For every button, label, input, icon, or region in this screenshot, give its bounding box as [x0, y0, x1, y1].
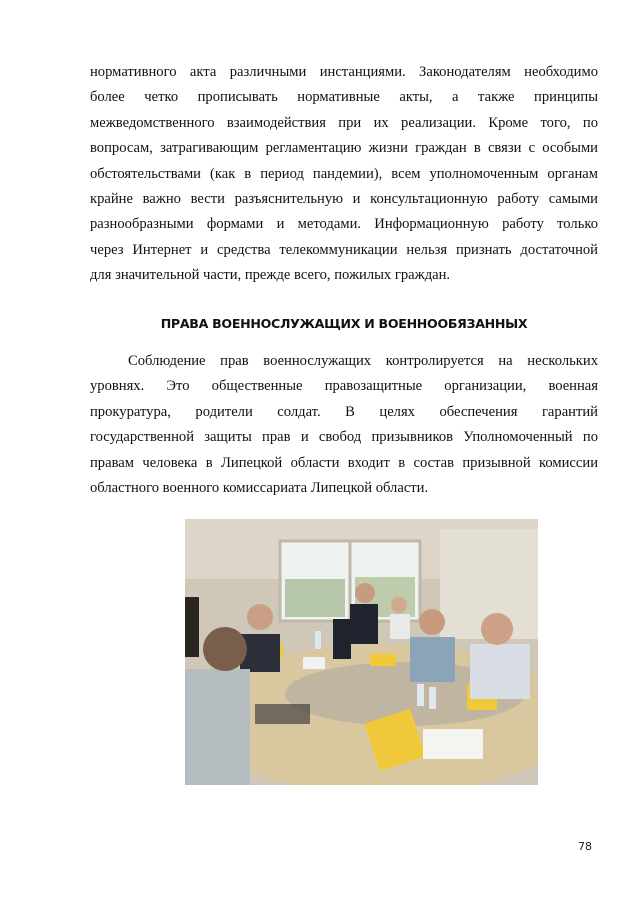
paragraph-2-line: областного военного комиссариата Липецкой области.: [90, 479, 429, 496]
paragraph-1-line: нормативного акта различными инстанциями. Законодателям необходимо: [90, 64, 598, 80]
paragraph-1-line: более четко прописывать нормативные акты, а также принципы: [90, 89, 598, 106]
paragraph-1: [90, 60, 598, 289]
meeting-photo: [185, 519, 538, 785]
paragraph-2-line: государственной защиты прав и свобод призывников Уполномоченный по: [90, 429, 598, 446]
paragraph-1-line: обстоятельствами (как в период пандемии), всем уполномоченным органам: [90, 165, 598, 182]
paragraph-1-line: крайне важно вести разъяснительную и консультационную работу самыми: [90, 190, 598, 207]
paragraph-1-line: межведомственного взаимодействия при их реализации. Кроме того, по: [90, 114, 598, 131]
paragraph-2-line: правам человека в Липецкой области входит в состав призывной комиссии: [90, 454, 598, 471]
paragraph-1-line: для значительной части, прежде всего, пожилых граждан.: [90, 267, 451, 284]
paragraph-2-line: уровнях. Это общественные правозащитные организации, военная: [90, 378, 598, 395]
page-number: 78: [578, 840, 592, 853]
paragraph-2: [90, 349, 598, 501]
paragraph-1-line: вопросам, затрагивающим регламентацию жизни граждан в связи с особыми: [90, 140, 598, 157]
paragraph-1-line: разнообразными формами и методами. Информационную работу только: [90, 216, 598, 233]
section-heading: ПРАВА ВОЕННОСЛУЖАЩИХ И ВОЕННООБЯЗАННЫХ: [160, 316, 528, 331]
paragraph-1-line: через Интернет и средства телекоммуникации нельзя признать достаточной: [90, 241, 598, 258]
paragraph-2-line: Соблюдение прав военнослужащих контролируется на нескольких: [128, 353, 598, 369]
paragraph-2-line: прокуратура, родители солдат. В целях обеспечения гарантий: [90, 403, 598, 420]
